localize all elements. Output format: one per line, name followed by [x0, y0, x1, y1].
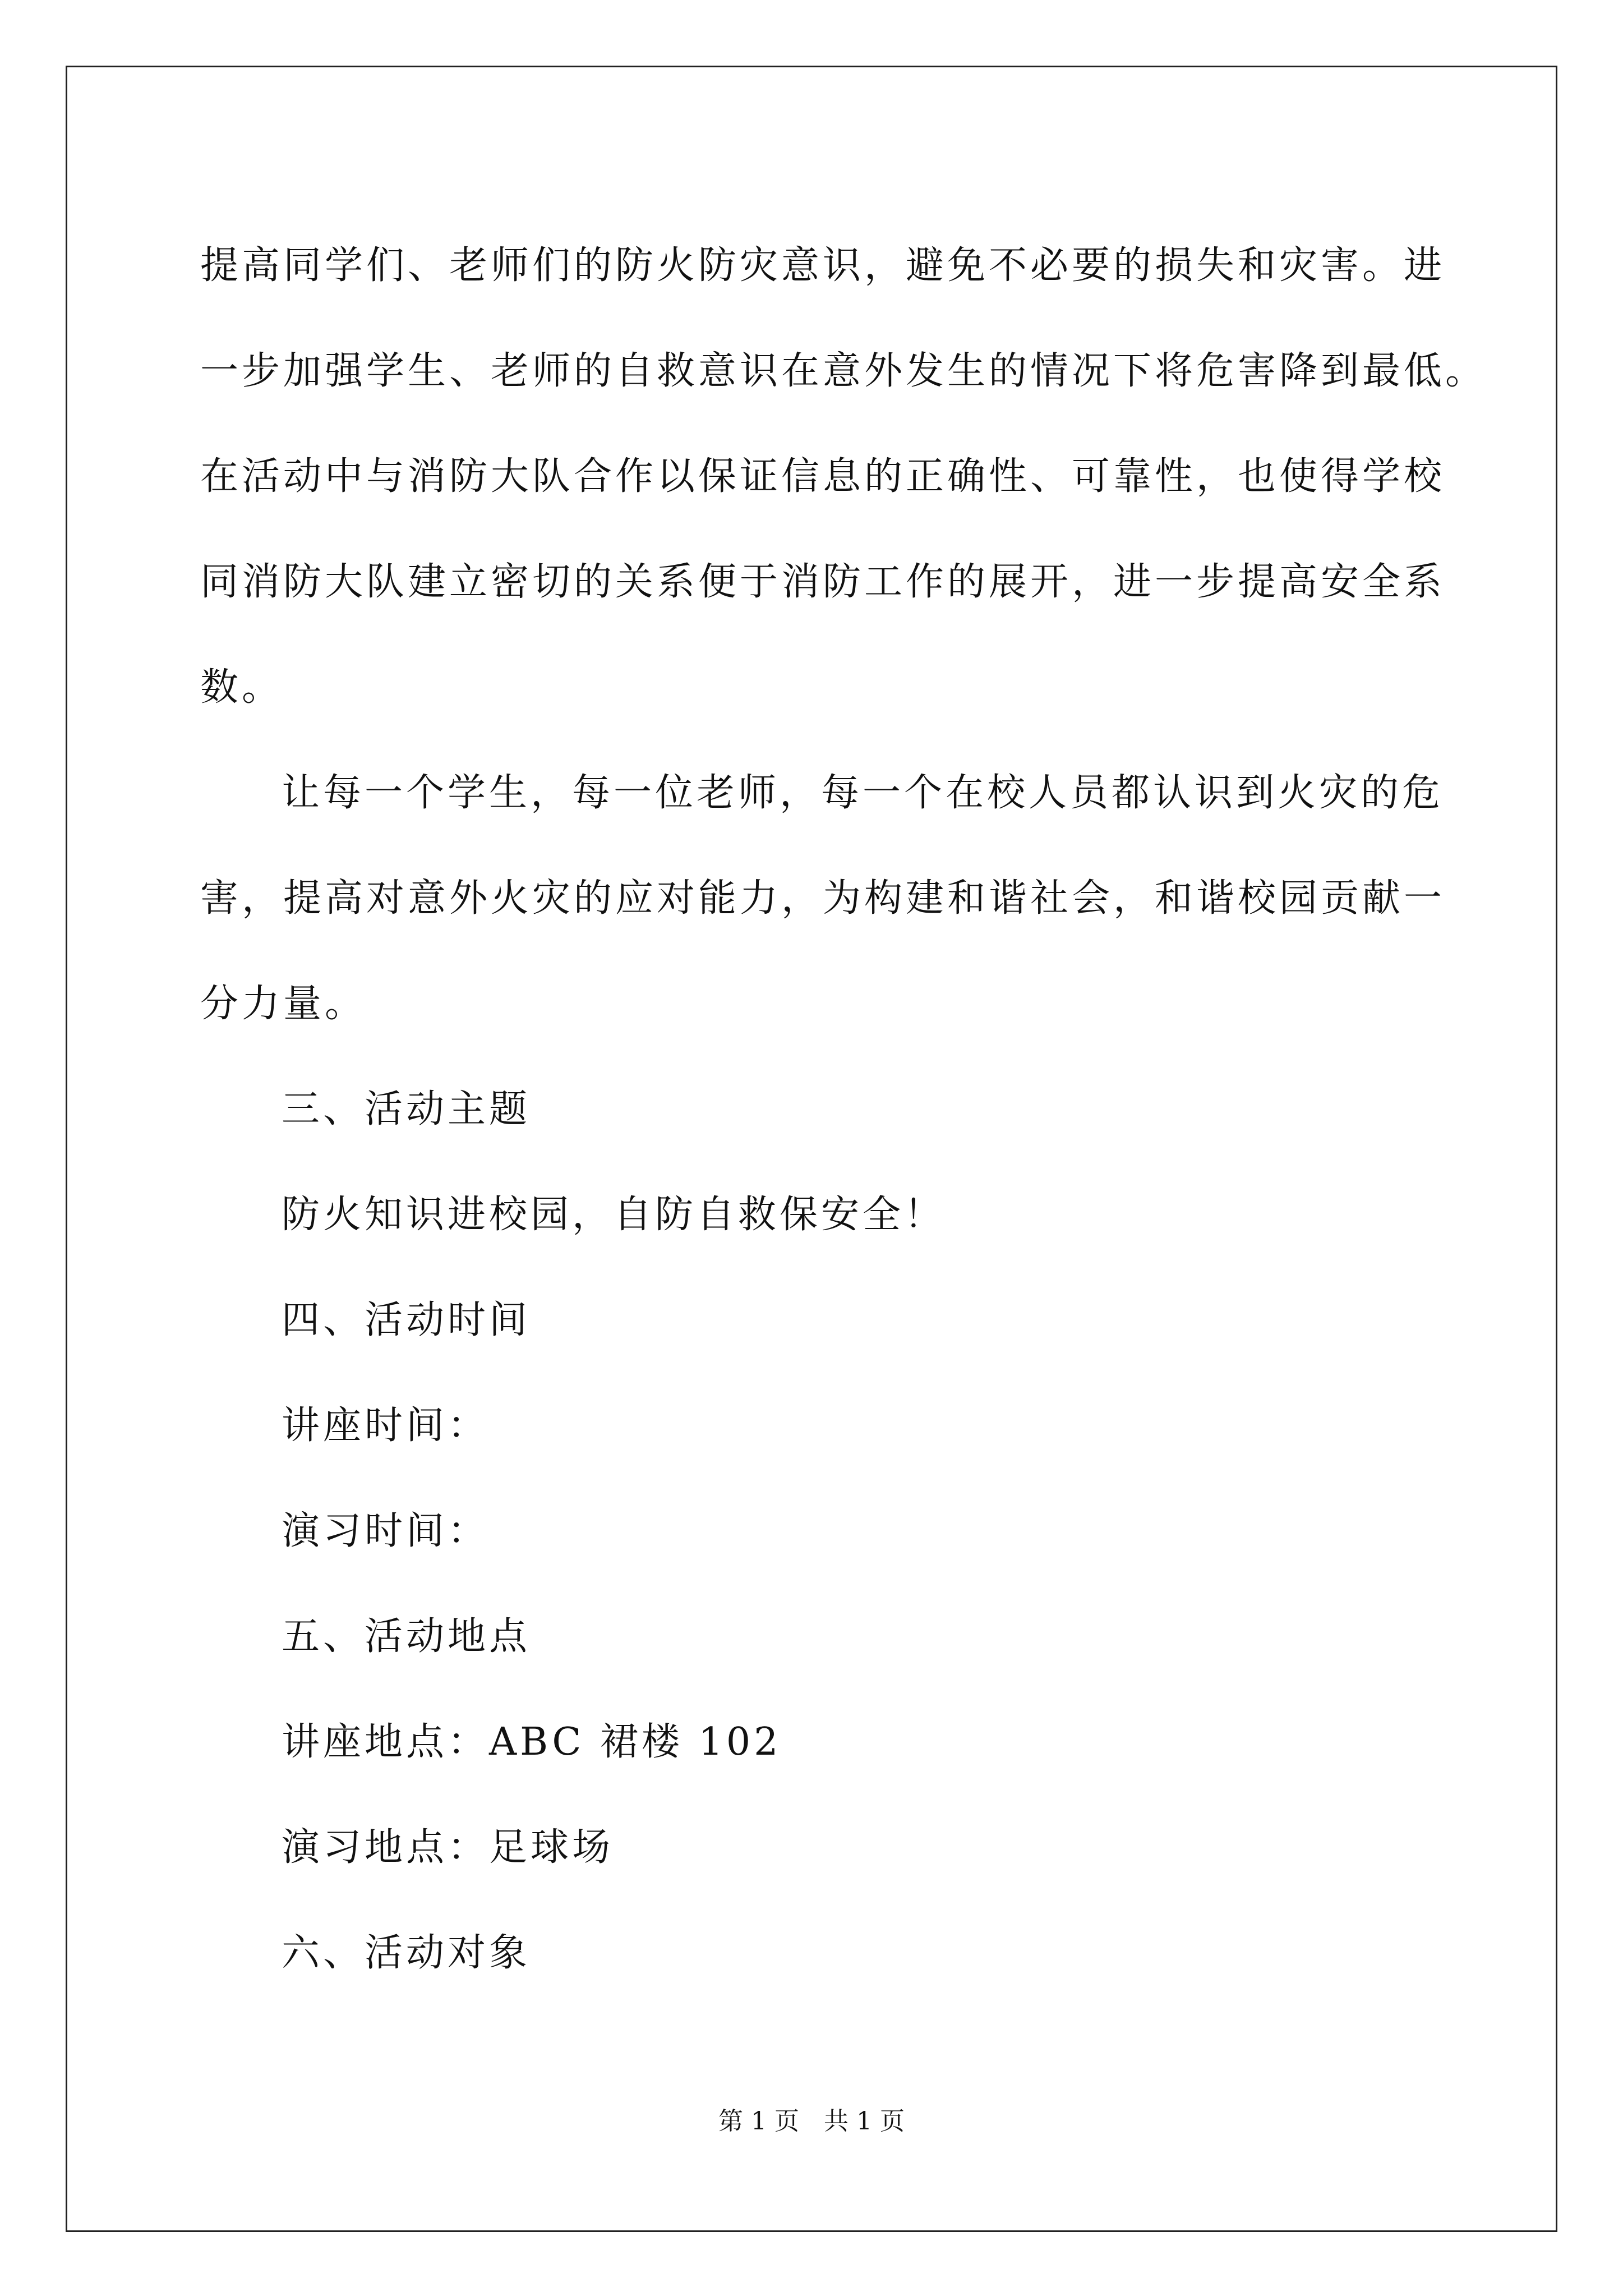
text-line: 分力量。	[200, 982, 367, 1026]
text-line: 在活动中与消防大队合作以保证信息的正确性、可靠性，也使得学校	[200, 454, 1446, 499]
section-heading-place	[200, 1584, 1434, 1690]
drill-place	[200, 1795, 1434, 1901]
heading-text: 四、活动时间	[282, 1298, 531, 1342]
page-footer: 第 1 页 共 1 页	[718, 2107, 905, 2136]
lecture-time	[200, 1373, 1434, 1479]
paragraph-purpose	[200, 213, 1487, 740]
text-line: 讲座地点：ABC 裙楼 102	[282, 1720, 782, 1764]
section-heading-theme	[200, 1057, 1434, 1162]
heading-text: 三、活动主题	[282, 1087, 531, 1131]
text-line: 数。	[200, 665, 284, 710]
text-line: 让每一个学生，每一位老师，每一个在校人员都认识到火灾的危	[282, 771, 1444, 815]
text-line: 一步加强学生、老师的自救意识在意外发生的情况下将危害降到最低。	[200, 349, 1487, 393]
text-line: 演习地点：足球场	[282, 1825, 614, 1870]
lecture-place	[200, 1690, 1434, 1795]
text-line: 讲座时间：	[282, 1404, 490, 1448]
text-line: 防火知识进校园，自防自救保安全！	[282, 1193, 946, 1237]
text-line: 演习时间：	[282, 1509, 490, 1553]
document-body	[200, 213, 1487, 2006]
heading-text: 五、活动地点	[282, 1614, 531, 1659]
text-line: 害，提高对意外火灾的应对能力，为构建和谐社会，和谐校园贡献一	[200, 876, 1446, 921]
section-heading-audience	[200, 1901, 1434, 2006]
text-line: 同消防大队建立密切的关系便于消防工作的展开，进一步提高安全系	[200, 560, 1446, 604]
heading-text: 六、活动对象	[282, 1931, 531, 1975]
text-line: 提高同学们、老师们的防火防灾意识，避免不必要的损失和灾害。进	[200, 243, 1446, 288]
drill-time	[200, 1479, 1434, 1584]
section-heading-time	[200, 1268, 1434, 1373]
theme-slogan	[200, 1162, 1434, 1268]
paragraph-goal	[200, 740, 1446, 1057]
